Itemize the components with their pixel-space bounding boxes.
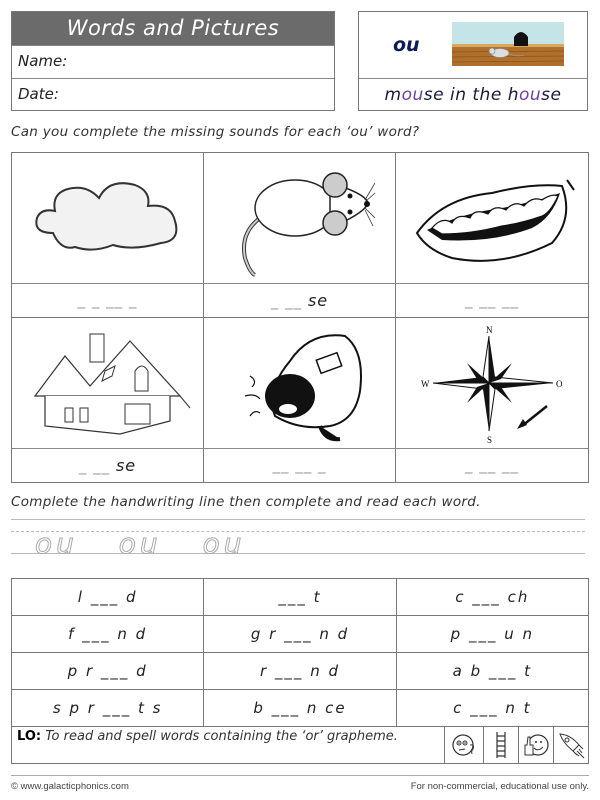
blank-lines: _ _ __ _ xyxy=(77,291,138,309)
section1-instruction: Can you complete the missing sounds for each ‘ou’ word? xyxy=(11,124,420,140)
title-box xyxy=(11,11,335,111)
confused-face-icon[interactable] xyxy=(444,727,483,763)
picture-grid xyxy=(11,152,589,483)
key-phrase xyxy=(359,79,587,112)
answer-mouth[interactable] xyxy=(396,284,588,317)
handwriting-practice-line[interactable] xyxy=(11,519,585,560)
compass-north: N xyxy=(486,324,493,335)
date-field[interactable] xyxy=(12,78,334,111)
word-completion-table xyxy=(11,578,589,727)
phrase-grapheme: ou xyxy=(401,85,424,105)
lo-description: To read and spell words containing the ‘or’ grapheme. xyxy=(45,729,398,744)
grapheme-label: ou xyxy=(393,34,420,56)
ladder-icon[interactable] xyxy=(483,727,518,763)
word-cell[interactable]: p r ___ d xyxy=(12,653,204,690)
rocket-icon[interactable] xyxy=(553,727,588,763)
learning-objective xyxy=(11,726,589,764)
blank-lines: _ __ xyxy=(270,292,303,310)
answer-south[interactable] xyxy=(396,449,588,482)
blank-lines: __ __ _ xyxy=(272,456,327,474)
date-label: Date: xyxy=(18,85,59,103)
lo-text-block xyxy=(12,727,444,763)
thumbs-up-smile-icon[interactable] xyxy=(518,727,553,763)
phrase-part: se in the h xyxy=(423,85,519,105)
phrase-part: m xyxy=(384,85,402,105)
mouth-picture xyxy=(396,153,588,283)
sound-box xyxy=(358,11,588,111)
phrase-part: se xyxy=(541,85,562,105)
worksheet-title: Words and Pictures xyxy=(12,12,334,45)
section2-instruction: Complete the handwriting line then complete and read each word. xyxy=(11,494,481,510)
answer-mouse[interactable] xyxy=(204,284,396,317)
cloud-picture xyxy=(12,153,204,283)
footer-website: © www.galacticphonics.com xyxy=(11,781,129,792)
shout-picture xyxy=(204,318,396,448)
word-cell[interactable]: a b ___ t xyxy=(396,653,588,690)
answer-house[interactable] xyxy=(12,449,204,482)
trace-ou: ou xyxy=(202,527,246,560)
compass-picture xyxy=(396,318,588,448)
table-row xyxy=(12,690,589,727)
word-cell[interactable]: ___ t xyxy=(204,579,396,616)
name-label: Name: xyxy=(18,52,68,70)
table-row xyxy=(12,653,589,690)
mouse-hole-picture xyxy=(452,22,564,66)
footer-divider xyxy=(11,775,589,776)
word-cell[interactable]: c ___ n t xyxy=(396,690,588,727)
blank-lines: _ __ xyxy=(78,457,111,475)
footer-notice: For non-commercial, educational use only. xyxy=(410,781,589,792)
word-cell[interactable]: f ___ n d xyxy=(12,616,204,653)
answer-cloud[interactable] xyxy=(12,284,204,317)
table-row xyxy=(12,616,589,653)
trace-letters xyxy=(35,527,245,560)
word-cell[interactable]: l ___ d xyxy=(12,579,204,616)
trace-ou: ou xyxy=(35,527,78,560)
word-ending: se xyxy=(307,291,329,310)
blank-lines: _ __ __ xyxy=(464,456,520,474)
house-picture xyxy=(12,318,204,448)
phrase-grapheme: ou xyxy=(518,85,542,105)
answer-shout[interactable] xyxy=(204,449,396,482)
blank-lines: _ __ __ xyxy=(464,291,520,309)
compass-west: W xyxy=(421,378,430,389)
lo-label: LO: xyxy=(17,729,42,744)
word-cell[interactable]: p ___ u n xyxy=(396,616,588,653)
table-row xyxy=(12,579,589,616)
compass-south: S xyxy=(487,434,493,445)
hw-top-line xyxy=(11,519,585,520)
word-cell[interactable]: s p r ___ t s xyxy=(12,690,204,727)
word-cell[interactable]: r ___ n d xyxy=(204,653,396,690)
compass-east: O xyxy=(556,378,563,389)
word-cell[interactable]: c ___ ch xyxy=(396,579,588,616)
name-field[interactable] xyxy=(12,45,334,78)
word-cell[interactable]: g r ___ n d xyxy=(204,616,396,653)
trace-ou: ou xyxy=(118,527,162,560)
mouse-picture xyxy=(204,153,396,283)
word-ending: se xyxy=(115,456,137,475)
word-cell[interactable]: b ___ n ce xyxy=(204,690,396,727)
